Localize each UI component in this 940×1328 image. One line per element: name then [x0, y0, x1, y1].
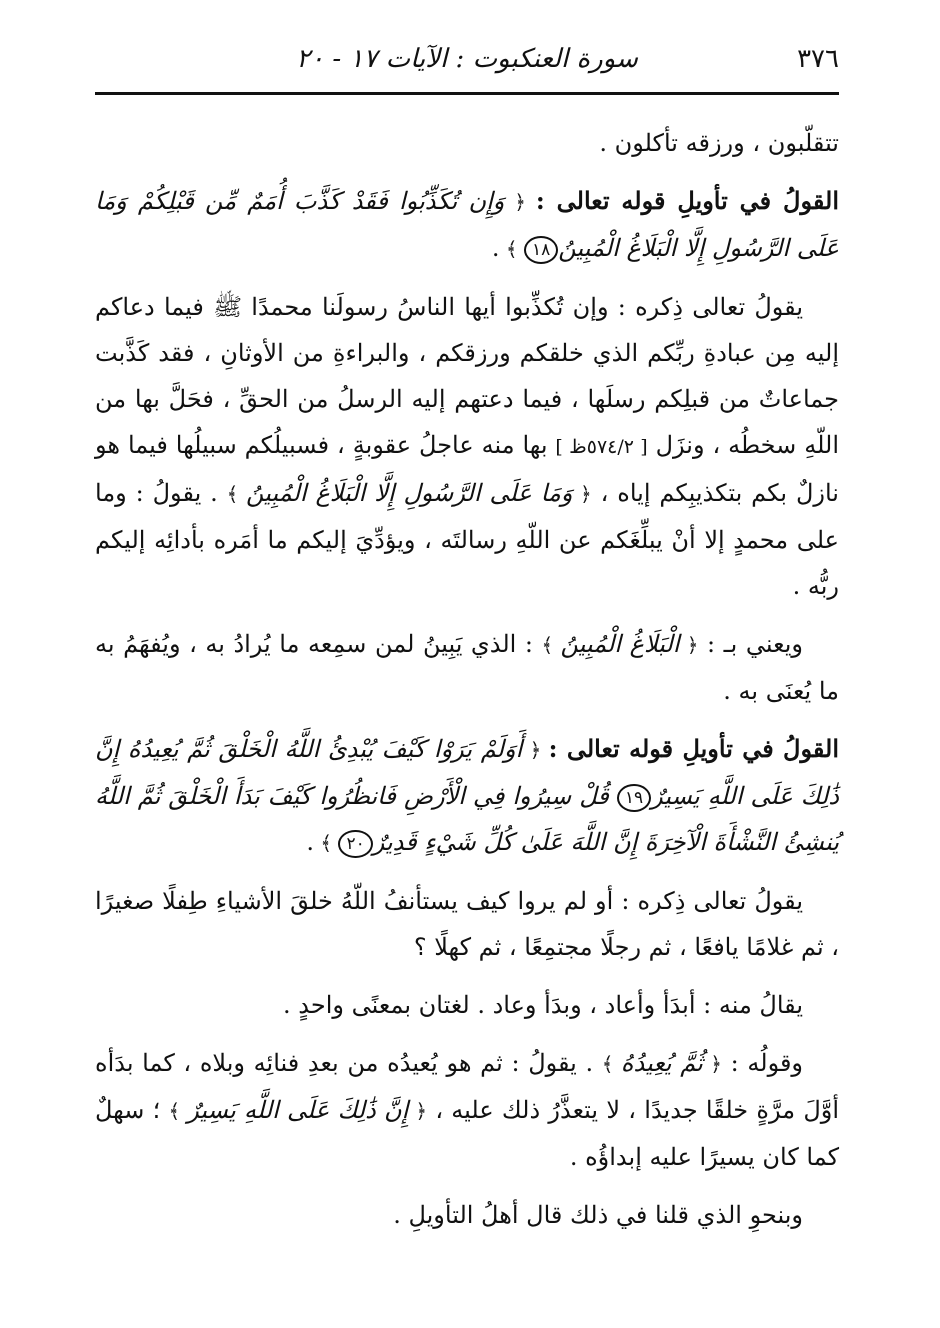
ayah-number-marker: ١٩ [617, 784, 651, 812]
paragraph [95, 621, 839, 714]
quran-verse-text: أَوَلَمْ يَرَوْا كَيْفَ يُبْدِئُ اللَّهُ الْخَلْقَ ثُمَّ يُعِيدُهُ إِنَّ ذَٰلِكَ عَلَى اللَّهِ يَسِيرٌ [95, 735, 840, 810]
paragraph [95, 1040, 839, 1180]
section-heading: القولُ في تأويلِ قوله تعالى : [535, 186, 839, 215]
body-text: يقولُ تعالى ذِكره : وإن تُكذِّبوا أيها الناسُ رسولَنا محمدًا ﷺ فيما دعاكم إليه مِن عبادةِ ربِّكم الذي خلقكم ورزقكم ، والبراءةِ من الأوثانِ ، فقد كَذَّبت جماعاتٌ من قبلِكم رسلَها ، فيما دعتهم إليه الرسلُ من الحقِّ ، فحَلَّ بها من اللّهِ سخطُه ، ونزَل [95, 293, 839, 459]
ornate-bracket: ﴾ [168, 1099, 188, 1123]
ornate-bracket: ﴿ [504, 190, 536, 214]
ayah-number-marker: ١٨ [524, 236, 558, 264]
paragraph [95, 1192, 839, 1238]
body-text: . [491, 234, 500, 262]
ornate-bracket: ﴿ [408, 1099, 428, 1123]
header-rule [95, 92, 839, 95]
running-title: سورة العنكبوت : الآيات ١٧ - ٢٠ [296, 44, 638, 74]
body-text: . يقولُ : وما على محمدٍ إلا أنْ يبلِّغَكم عن اللّهِ رسالتَه ، ويؤدِّيَ إليكم ما أمَره بأدائِه إليكم ربُّه . [95, 479, 839, 600]
quran-verse-text: الْبَلَاغُ الْمُبِينُ [560, 630, 680, 658]
body-text: يقالُ منه : أبدَأ وأعاد ، وبدَأ وعاد . لغتان بمعنًى واحدٍ . [283, 991, 803, 1019]
ornate-bracket: ﴿ [522, 738, 549, 762]
ornate-bracket: ﴾ [541, 633, 561, 657]
body-text: . [306, 828, 315, 856]
paragraph [95, 120, 839, 166]
page-body [95, 120, 839, 1250]
body-text: بها منه عاجلُ عقوبةٍ ، فسبيلُكم سبيلُها فيما هو نازلٌ بكم بتكذيبِكم إياه ، [95, 431, 839, 507]
paragraph [95, 726, 839, 866]
section-heading: القولُ في تأويلِ قوله تعالى : [548, 734, 839, 763]
quran-verse-text: إِنَّ ذَٰلِكَ عَلَى اللَّهِ يَسِيرٌ [187, 1096, 409, 1124]
page-header [95, 38, 839, 90]
manuscript-reference: [ ٥٧٤/٢ظ ] [555, 436, 648, 458]
ornate-bracket: ﴾ [314, 831, 339, 855]
page-number: ٣٧٦ [797, 44, 839, 74]
body-text: : الذي يَبِينُ لمن سمِعه ما يُرادُ به ، ويُفهَمُ به ما يُعنَى به . [95, 630, 839, 705]
ornate-bracket: ﴾ [226, 482, 246, 506]
paragraph [95, 878, 839, 970]
body-text: ؛ سهلٌ كما كان يسيرًا عليه إبداؤُه . [95, 1096, 839, 1171]
body-text: يقولُ تعالى ذِكره : أو لم يروا كيف يستأنفُ اللّهُ خلقَ الأشياءِ طِفلًا صغيرًا ، ثم غلامًا يافعًا ، ثم رجلًا مجتمِعًا ، ثم كهلًا ؟ [95, 887, 839, 961]
body-text: . يقولُ : ثم هو يُعيدُه من بعدِ فنائِه وبلاه ، كما بدَأه أوَّلَ مرَّةٍ خلقًا جديدًا ، لا يتعذَّرُ ذلك عليه ، [95, 1049, 840, 1124]
ayah-number-marker: ٢٠ [338, 830, 372, 858]
quran-verse-text: وَمَا عَلَى الرَّسُولِ إِلَّا الْبَلَاغُ الْمُبِينُ [245, 479, 573, 507]
paragraph [95, 982, 839, 1028]
ornate-bracket: ﴿ [679, 633, 699, 657]
body-text: تتقلّبون ، ورزقه تأكلون . [599, 129, 839, 157]
quran-verse-text: قُلْ سِيرُوا فِي الْأَرْضِ فَانظُرُوا كَيْفَ بَدَأَ الْخَلْقَ ثُمَّ اللَّهُ يُنشِئُ النَّشْأَةَ الْآخِرَةَ إِنَّ اللَّهَ عَلَىٰ كُلِّ شَيْءٍ قَدِيرٌ [95, 782, 839, 856]
paragraph [95, 178, 839, 272]
ornate-bracket: ﴿ [702, 1052, 722, 1076]
body-text: وبنحوِ الذي قلنا في ذلك قال أهلُ التأويلِ . [393, 1201, 803, 1229]
quran-verse-text: ثُمَّ يُعِيدُهُ [620, 1049, 703, 1077]
paragraph [95, 284, 839, 609]
ornate-bracket: ﴾ [601, 1052, 621, 1076]
quran-verse-text: وَإِن تُكَذِّبُوا فَقَدْ كَذَّبَ أُمَمٌ مِّن قَبْلِكُمْ وَمَا عَلَى الرَّسُولِ إِلَّا الْبَلَاغُ الْمُبِينُ [95, 187, 839, 262]
ornate-bracket: ﴾ [499, 237, 524, 261]
ornate-bracket: ﴿ [572, 482, 592, 506]
body-text: ويعني بـ : [698, 630, 804, 658]
body-text: وقولُه : [722, 1049, 804, 1077]
